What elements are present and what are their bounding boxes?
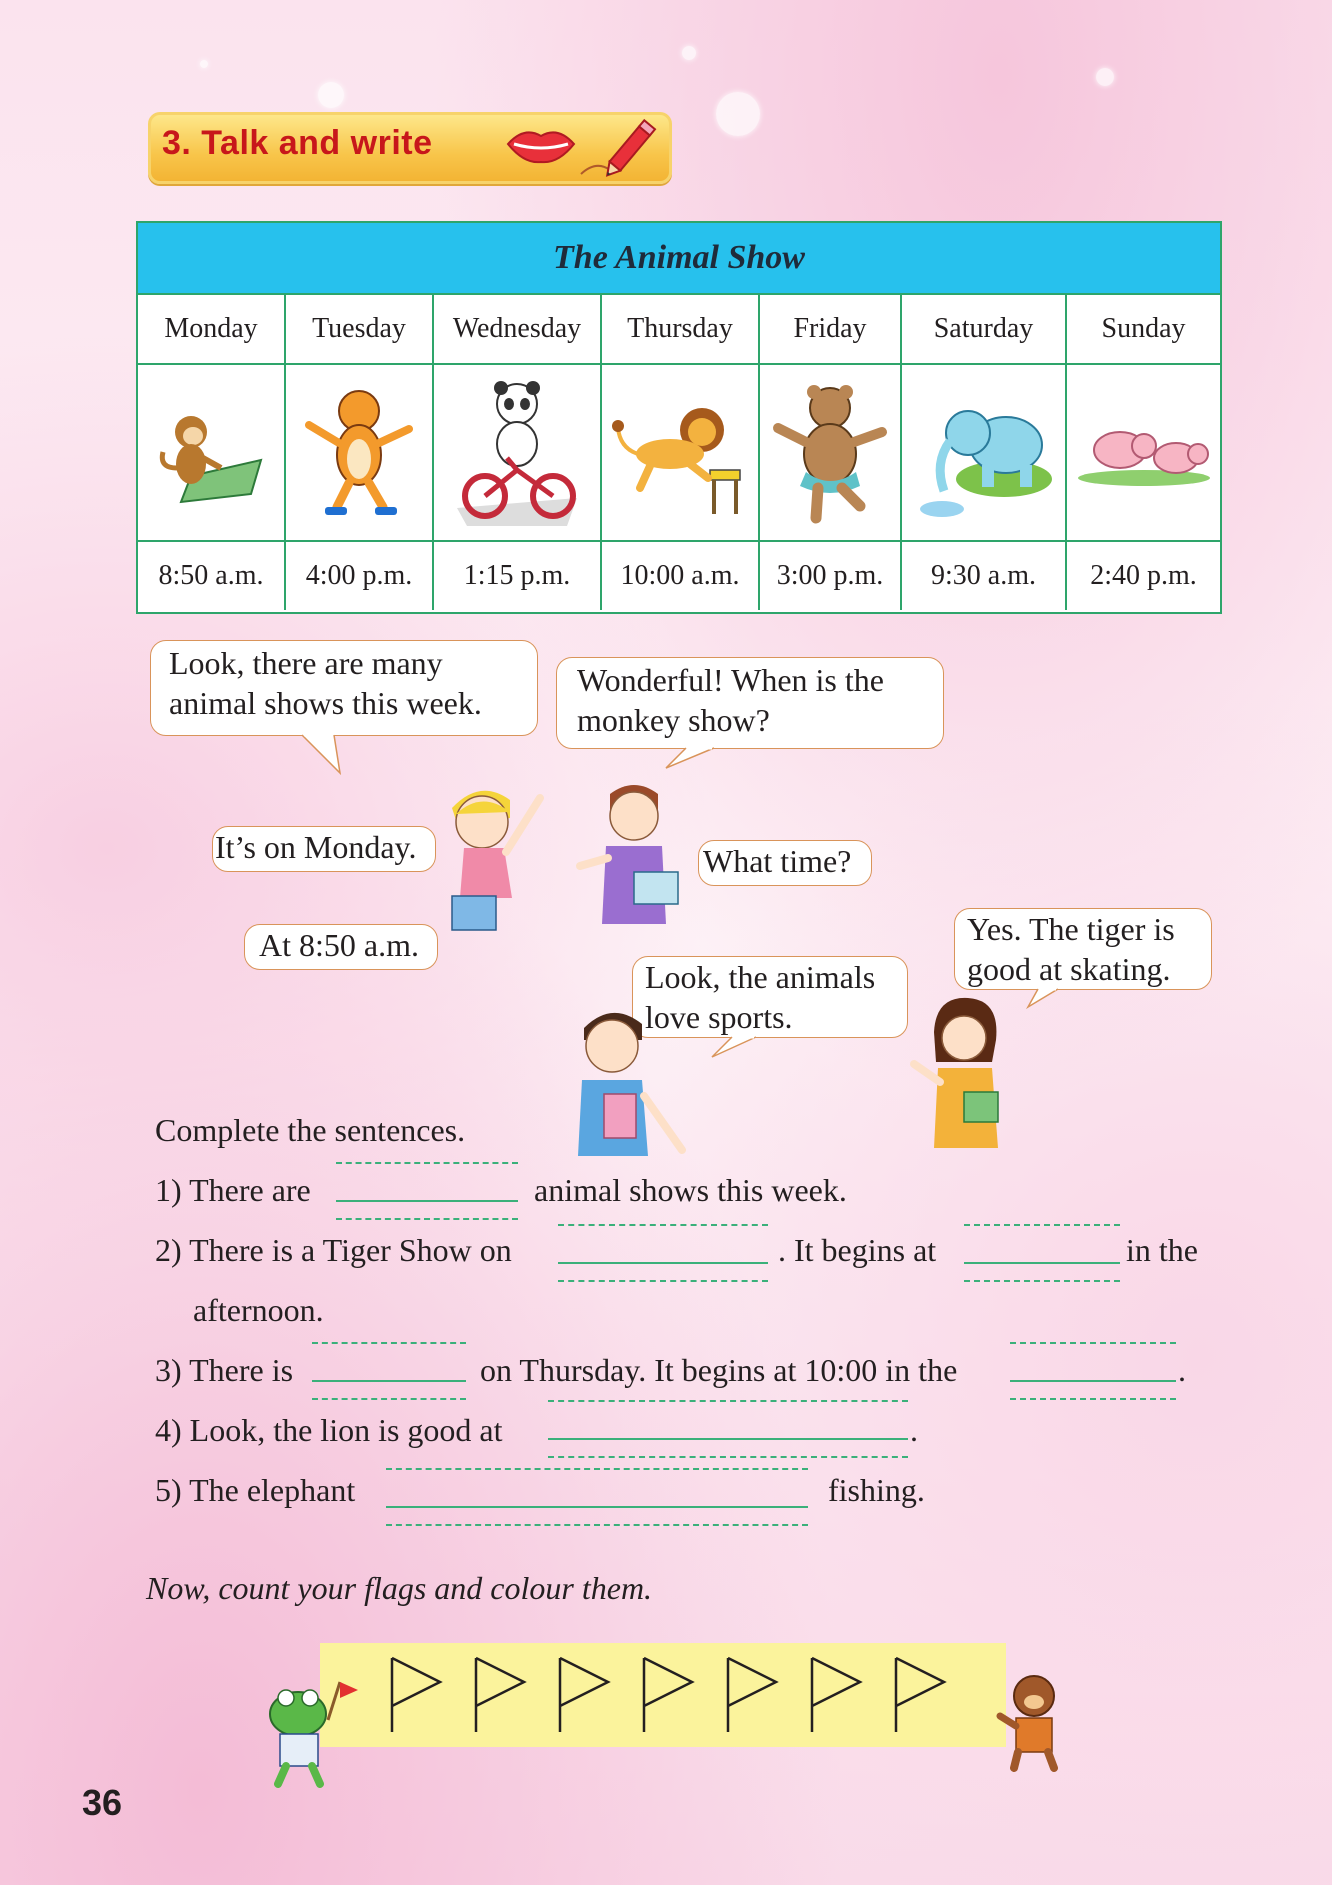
answer-blank-3a[interactable] <box>312 1342 466 1398</box>
section-title: 3. Talk and write <box>162 124 433 162</box>
speech-tail <box>710 1035 762 1059</box>
animal-show-timetable <box>136 221 1222 614</box>
speech-line: animal shows this week. <box>169 685 482 721</box>
answer-blank-1[interactable] <box>336 1162 518 1218</box>
day-thursday: Thursday <box>602 295 760 365</box>
monkey-icon <box>151 398 271 508</box>
day-friday: Friday <box>760 295 902 365</box>
timetable-title: The Animal Show <box>138 223 1220 295</box>
boy-blue-shirt-illustration <box>562 1000 692 1160</box>
elephant-icon <box>914 383 1054 523</box>
sentence-2-start: 2) There is a Tiger Show on <box>155 1232 512 1268</box>
lion-picture <box>602 365 760 542</box>
panda-picture <box>434 365 602 542</box>
time-friday: 3:00 p.m. <box>760 542 902 610</box>
answer-blank-2a[interactable] <box>558 1224 768 1280</box>
sentence-5-start: 5) The elephant <box>155 1472 356 1508</box>
speech-line: Look, the animals <box>645 959 876 995</box>
day-saturday: Saturday <box>902 295 1067 365</box>
flag-icon <box>392 1658 440 1732</box>
flag-icon <box>560 1658 608 1732</box>
sentence-2-continuation: afternoon. <box>193 1292 324 1328</box>
flag-icon <box>896 1658 944 1732</box>
pencil-icon <box>576 112 666 182</box>
sentence-2-middle: . It begins at <box>778 1232 937 1268</box>
speech-bubble-at-time <box>244 924 438 970</box>
flag-icon <box>812 1658 860 1732</box>
lion-icon <box>610 388 750 518</box>
decor-bubble <box>716 92 760 136</box>
girl-orange-shirt-illustration <box>906 992 1016 1152</box>
exercise-instruction: Complete the sentences. <box>155 1112 466 1148</box>
answer-blank-5[interactable] <box>386 1468 808 1524</box>
speech-bubble-what-time <box>698 840 872 886</box>
answer-blank-3b[interactable] <box>1010 1342 1176 1398</box>
sentence-4-end: . <box>910 1412 918 1448</box>
tiger-icon <box>299 383 419 523</box>
girl-pointing-illustration <box>440 778 560 938</box>
speech-bubble-when-monkey <box>556 657 944 749</box>
sentence-2-tail: in the <box>1126 1232 1198 1268</box>
flag-row <box>380 1652 980 1738</box>
tiger-picture <box>286 365 434 542</box>
speech-line: It’s on Monday. <box>215 829 417 865</box>
panda-icon <box>447 378 587 528</box>
speech-tail <box>664 746 720 770</box>
sentence-3-end: . <box>1178 1352 1186 1388</box>
day-wednesday: Wednesday <box>434 295 602 365</box>
sentence-3-start: 3) There is <box>155 1352 294 1388</box>
speech-tail <box>300 733 346 775</box>
decor-bubble <box>682 46 696 60</box>
speech-line: good at skating. <box>967 951 1171 987</box>
page-number: 36 <box>82 1782 123 1823</box>
speech-line: love sports. <box>645 999 793 1035</box>
time-monday: 8:50 a.m. <box>138 542 286 610</box>
time-tuesday: 4:00 p.m. <box>286 542 434 610</box>
answer-blank-4[interactable] <box>548 1400 908 1456</box>
speech-line: Yes. The tiger is <box>967 911 1175 947</box>
flags-instruction: Now, count your flags and colour them. <box>146 1570 653 1606</box>
flag-icon <box>476 1658 524 1732</box>
sentence-4-start: 4) Look, the lion is good at <box>155 1412 503 1448</box>
speech-bubble-tiger-skating <box>954 908 1212 990</box>
time-saturday: 9:30 a.m. <box>902 542 1067 610</box>
decor-bubble <box>318 82 344 108</box>
sentence-1-start: 1) There are <box>155 1172 311 1208</box>
time-thursday: 10:00 a.m. <box>602 542 760 610</box>
lips-icon <box>506 124 576 166</box>
time-sunday: 2:40 p.m. <box>1090 560 1197 591</box>
flag-icon <box>644 1658 692 1732</box>
speech-line: Wonderful! When is the <box>577 662 884 698</box>
day-sunday: Sunday <box>1067 295 1220 365</box>
time-wednesday: 1:15 p.m. <box>434 542 602 610</box>
boy-purple-shirt-illustration <box>574 776 694 936</box>
decor-bubble <box>1096 68 1114 86</box>
sentence-5-end: fishing. <box>828 1472 925 1508</box>
speech-line: monkey show? <box>577 702 770 738</box>
speech-line: Look, there are many <box>169 645 443 681</box>
speech-bubble-on-monday <box>212 826 436 872</box>
pigs-icon <box>1074 408 1214 498</box>
frog-mascot-illustration <box>250 1680 360 1790</box>
bear-icon <box>770 378 890 528</box>
speech-tail <box>1024 987 1064 1009</box>
speech-bubble-many-shows <box>150 640 538 736</box>
day-monday: Monday <box>138 295 286 365</box>
speech-line: At 8:50 a.m. <box>259 927 419 963</box>
sentence-1-end: animal shows this week. <box>534 1172 847 1208</box>
pigs-picture <box>1067 365 1220 542</box>
answer-blank-2b[interactable] <box>964 1224 1120 1280</box>
day-tuesday: Tuesday <box>286 295 434 365</box>
flag-icon <box>728 1658 776 1732</box>
elephant-picture <box>902 365 1067 542</box>
bear-picture <box>760 365 902 542</box>
bear-mascot-illustration <box>996 1672 1070 1772</box>
sentence-3-middle: on Thursday. It begins at 10:00 in the <box>480 1352 958 1388</box>
decor-bubble <box>200 60 208 68</box>
monkey-picture <box>138 365 286 542</box>
speech-line: What time? <box>703 843 852 879</box>
